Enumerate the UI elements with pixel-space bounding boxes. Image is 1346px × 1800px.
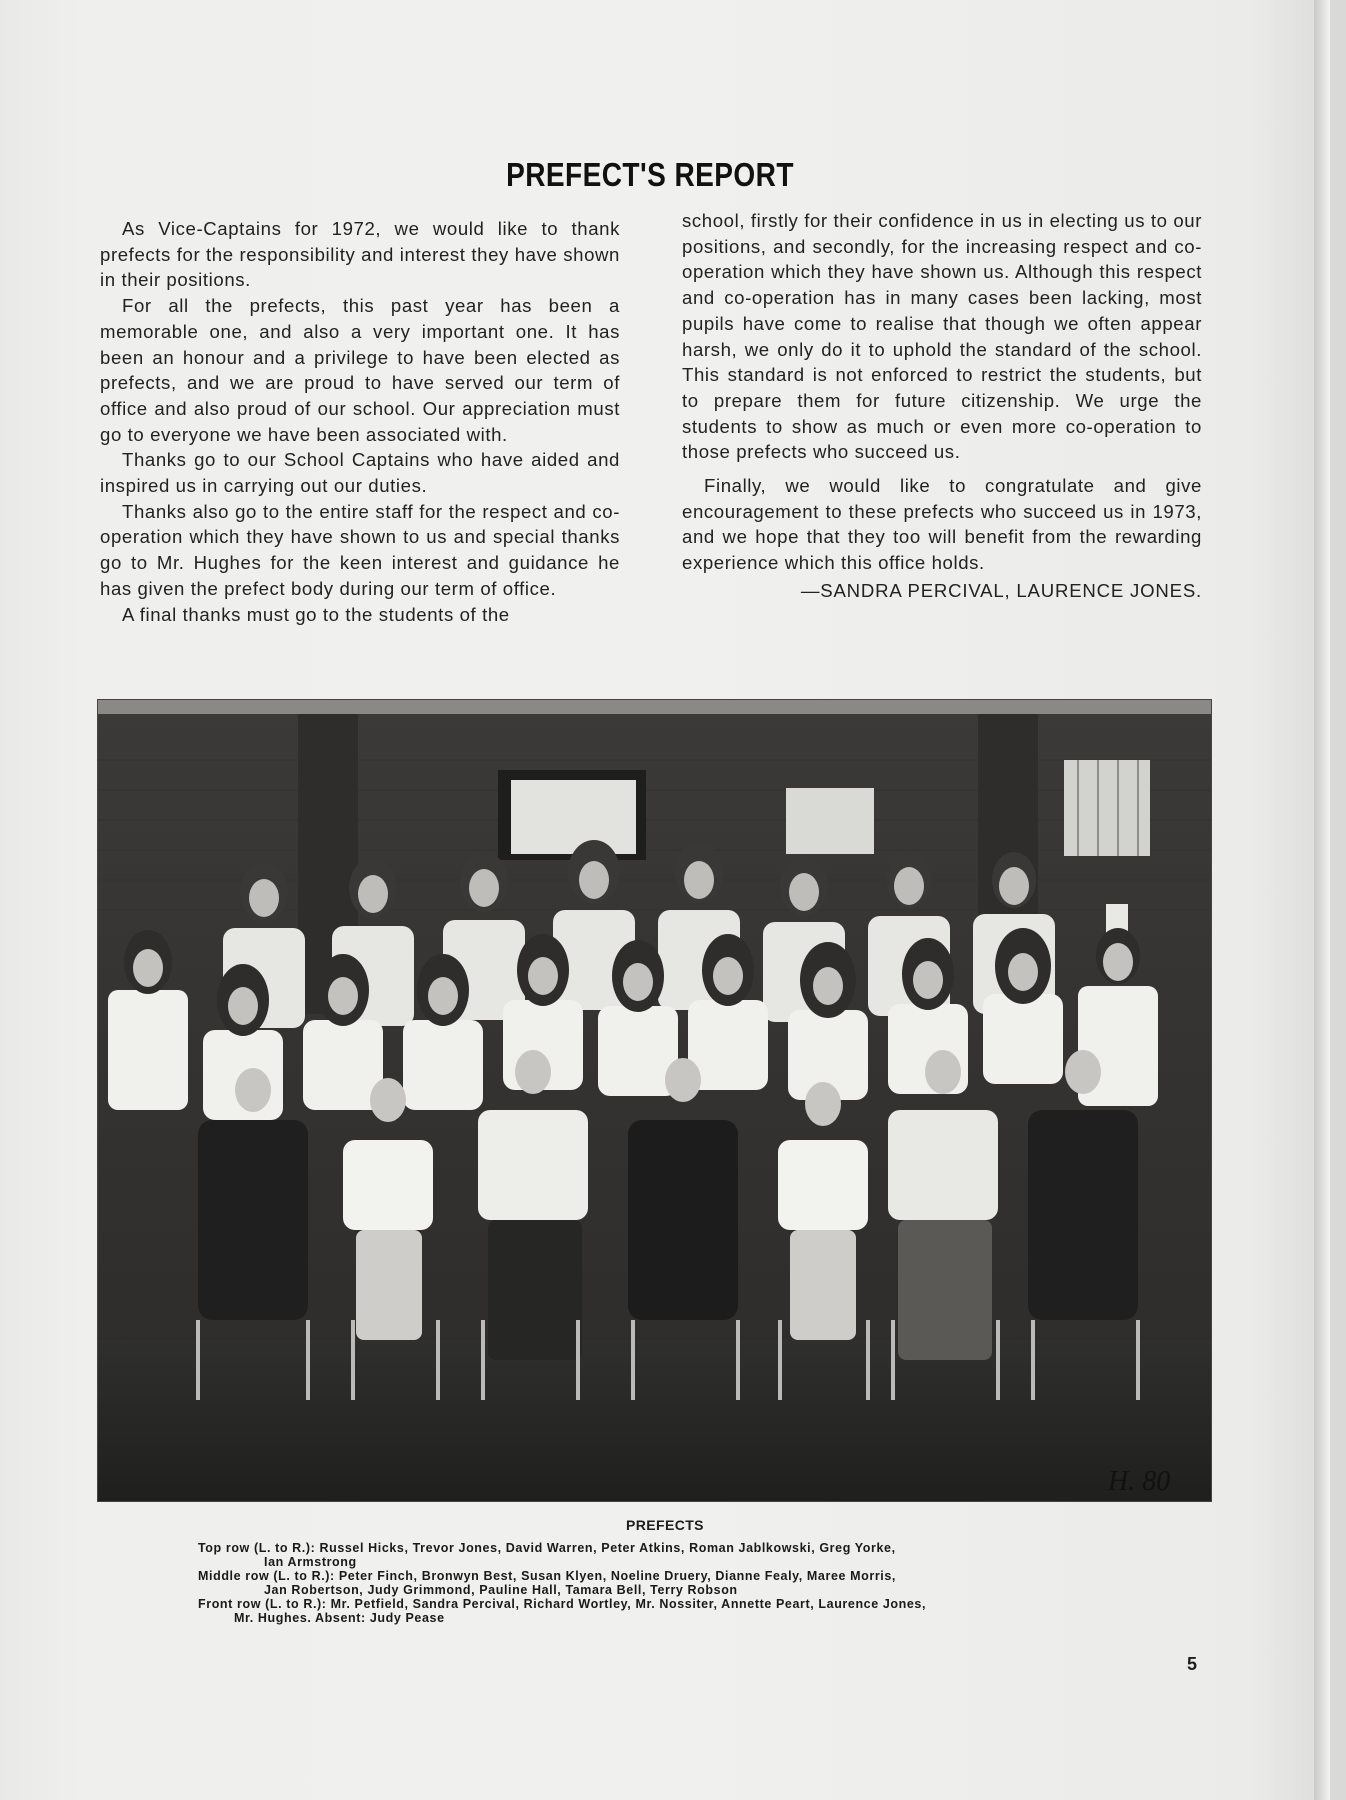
paragraph: As Vice-Captains for 1972, we would like to thank prefects for the responsibility and interest they have shown in their positions. [100,218,620,291]
left-column [100,216,620,627]
caption-top-row-cont: Ian Armstrong [264,1555,357,1569]
group-photo-image [98,700,1211,1501]
paragraph: Thanks go to our School Captains who have aided and inspired us in carrying out our duties. [100,449,620,497]
caption-middle-row-cont: Jan Robertson, Judy Grimmond, Pauline Hall, Tamara Bell, Terry Robson [264,1583,738,1597]
caption-title: PREFECTS [626,1517,704,1533]
paragraph: school, firstly for their confidence in us in electing us to our positions, and secondly, for the increasing respect and co-operation which they have shown us. Although this respect and co-operation has in many cases been lacking, most pupils have come to realise that though we often appear harsh, we only do it to uphold the standard of the school. This standard is not enforced to restrict the students, but to prepare them for future citizenship. We urge the students to show as much or even more co-operation to those prefects who succeed us. [682,210,1203,463]
photo-caption [198,1541,1118,1625]
page-title: PREFECT'S REPORT [506,156,794,193]
signature: —SANDRA PERCIVAL, LAURENCE JONES. [800,579,1202,601]
right-column [682,208,1202,604]
row-names: Peter Finch, Bronwyn Best, Susan Klyen, Noeline Druery, Dianne Fealy, Maree Morris, [338,1569,896,1583]
page-number: 5 [1187,1654,1198,1674]
caption-middle-row [198,1569,1118,1583]
caption-front-row [198,1597,1118,1611]
row-names: Mr. Petfield, Sandra Percival, Richard Wortley, Mr. Nossiter, Annette Peart, Laurence Jones, [330,1597,927,1611]
caption-top-row [198,1541,1118,1555]
caption-front-row-cont: Mr. Hughes. Absent: Judy Pease [234,1611,445,1625]
row-label: Top row (L. to R.): [198,1541,316,1555]
paragraph: Finally, we would like to congratulate and give encouragement to these prefects who succeed us in 1973, and we hope that they too will benefit from the rewarding experience which this office holds. [682,475,1202,574]
row-names: Russel Hicks, Trevor Jones, David Warren, Peter Atkins, Roman Jablkowski, Greg Yorke, [319,1541,896,1555]
group-photo [97,699,1212,1502]
paragraph: Thanks also go to the entire staff for the respect and co-operation which they have shown to us and special thanks go to Mr. Hughes for the keen interest and guidance he has given the prefect body during our term of office. [100,500,620,599]
photo-handwriting: H. 80 [1108,1466,1171,1497]
row-label: Front row (L. to R.): [198,1597,327,1611]
paragraph: For all the prefects, this past year has been a memorable one, and also a very important one. It has been an honour and a privilege to have been elected as prefects, and we are proud to have served our term of office and also proud of our school. Our appreciation must go to everyone we have been associated with. [100,295,620,445]
row-label: Middle row (L. to R.): [198,1569,335,1583]
paragraph: A final thanks must go to the students of the [122,603,510,625]
